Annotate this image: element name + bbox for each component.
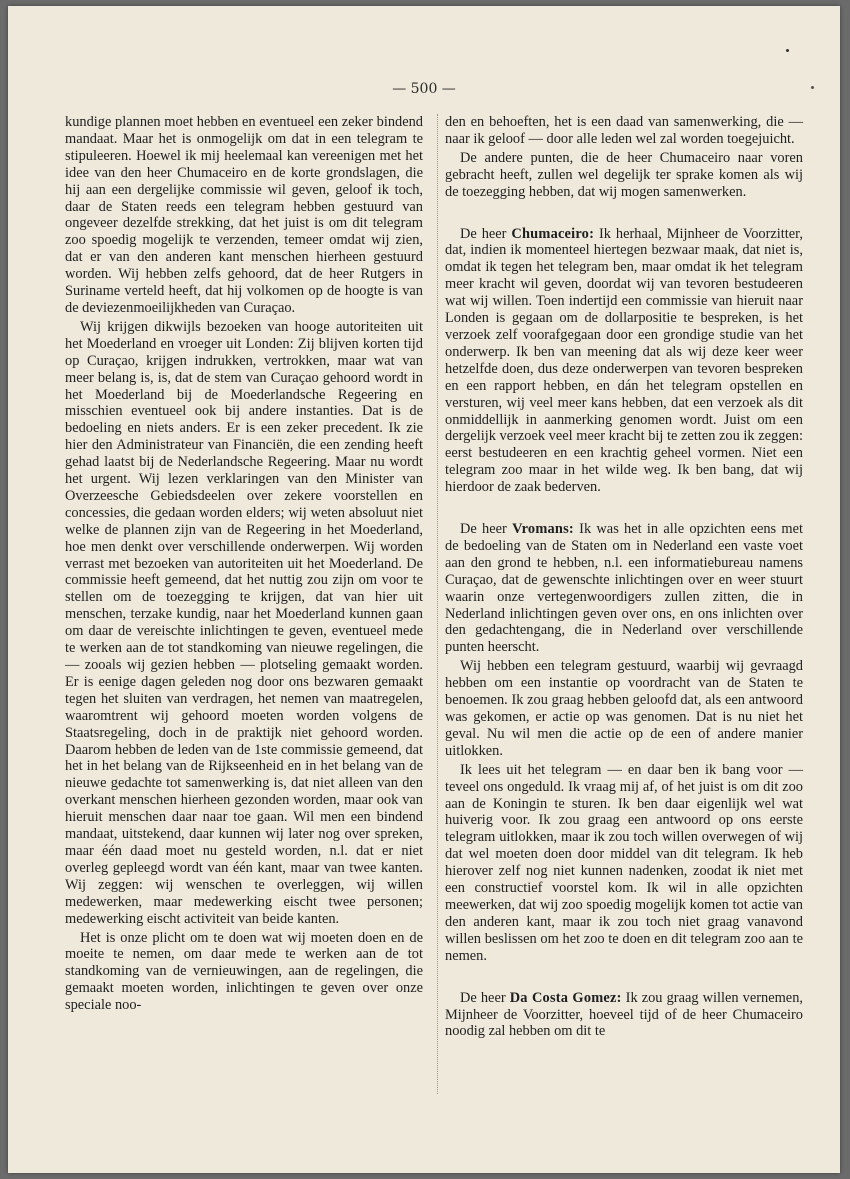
speech-chumaceiro	[445, 226, 803, 497]
document-page	[8, 6, 840, 1173]
paragraph: De andere punten, die de heer Chumaceiro naar voren gebracht heeft, zullen wel degelijk ter sprake komen als wij de toezegging hebben, dat wij mogen samenwerken.	[445, 149, 803, 200]
speech-vromans	[445, 521, 803, 656]
ink-speck	[786, 49, 789, 52]
speech-text: Ik was het in alle opzichten eens met de bedoeling van de Staten om in Nederland een vaste voet aan den grond te hebben, n.l. een informatiebureau namens Curaçao, dat de gewenschte inlichtingen over en weer stuurt waarin onze vertegenwoordigers zullen zitten, die in Nederland inlichtingen geven over ons, en ons inlichten over den gedachtengang, die in Nederland over verschillende punten heerscht.	[445, 521, 803, 656]
speech-text: Ik zou graag willen vernemen, Mijnheer de Voorzitter, hoeveel tijd of de heer Chumaceiro noodig zal hebben om dit te	[445, 989, 803, 1040]
paragraph: Wij hebben een telegram gestuurd, waarbij wij gevraagd hebben om een instantie op voordracht van de Staten te benoemen. Ik zou graag hebben geloofd dat, als een antwoord was gekomen, er actie op was genomen. Dat is nu niet het geval. Nu wil men die actie op de een of andere manier uitlokken.	[445, 658, 803, 759]
column-divider	[437, 114, 438, 1094]
paragraph: Het is onze plicht om te doen wat wij moeten doen en de moeite te nemen, om daar mede te werken aan de tot standkoming van de vernieuwingen, aan de regelingen, die gemaakt moeten worden, inlichtingen te geven over onze speciale noo-	[65, 929, 423, 1014]
left-column	[65, 114, 423, 1014]
text-columns	[65, 114, 805, 1094]
paragraph: Wij krijgen dikwijls bezoeken van hooge autoriteiten uit het Moederland en vroeger uit Londen: Zij blijven korten tijd op Curaçao, krijgen indrukken, vertrokken, maar wat van meer belang is, is, dat de stem van Curaçao gehoord wordt in het Moederland bij de Moederlandsche Regeering en misschien eventueel ook bij andere instanties. Dat is de bedoeling en niets anders. Er is een zeker precedent. Ik zie hier den Administrateur van Financiën, die een zending heeft gehad laatst bij de Nederlandsche Regeering. Maar nu wordt het urgent. Wij lezen verklaringen van den Minister van Overzeesche Gebiedsdeelen over zekere voorstellen en concessies, die gedaan worden elders; wij weten absoluut niet welke de plannen zijn van de Regeering in het Moederland, hoe men denkt over verschillende onderwerpen. Wij worden verrast met bezoeken van autoriteiten uit het Moederland. De commissie heeft gemeend, dat het nuttig zou zijn om voor te stellen om de toezegging te krijgen, dat van hier uit menschen, terzake kundig, naar het Moederland kunnen gaan om daar de vereischte inlichtingen te geven, eventueel mede te werken aan de tot standkoming van nieuwe regelingen, die — zooals wij gezien hebben — plotseling gemaakt worden. Er is eenige dagen geleden nog door ons bezwaren gemaakt tegen het sluiten van verdragen, het nemen van maatregelen, waaromtrent wij gehoord moeten worden volgens de Staatsregeling, doch in de praktijk niet gehoord worden. Daarom hebben de leden van de 1ste commissie gemeend, dat het in het belang van de Rijkseenheid en in het belang van de nieuwe gedachte tot samenwerking is, dat niet alleen van den overkant menschen hierheen gezonden worden, maar ook van hieruit menschen daar naar toe gaan. Wil men een bindend mandaat, uitstekend, daar kunnen wij later nog over spreken, maar één daad moet nu gesteld worden, n.l. dat er niet overleg gepleegd wordt van één kant, maar van twee kanten. Wij zeggen: wij wenschen te overleggen, wij willen medewerken, maar medewerking eischt twee personen; medewerking eischt activiteit van beide kanten.	[65, 318, 423, 927]
paragraph: den en behoeften, het is een daad van samenwerking, die — naar ik geloof — door alle leden wel zal worden toegejuicht.	[445, 114, 803, 147]
page-number: — 500 —	[392, 81, 456, 97]
speaker-name: Da Costa Gomez:	[509, 989, 622, 1006]
speaker-intro: De heer	[460, 225, 507, 242]
right-column	[445, 114, 803, 1040]
paragraph: Ik lees uit het telegram — en daar ben ik bang voor — teveel ons ongeduld. Ik vraag mij af, of het juist is om dit zoo aan de Koningin te sturen. Ik ben daar eigenlijk wel wat huiverig voor. Ik zou graag een antwoord op ons eerste telegram uitlokken, maar ik zou toch willen overwegen of wij dat wel moeten doen door middel van dit telegram. Ik heb hierover zelf nog niet kunnen nadenken, zoodat ik niet met een constructief voorstel kom. Ik wil in alle opzichten meewerken, dat wij zoo spoedig mogelijk komen tot actie van den anderen kant, maar ik zou toch niet graag vanavond willen beslissen om het zoo te doen en dit telegram zoo aan te nemen.	[445, 761, 803, 964]
speaker-intro: De heer	[460, 521, 507, 538]
speaker-name: Chumaceiro:	[511, 225, 595, 242]
speaker-intro: De heer	[460, 989, 506, 1006]
speech-da-costa-gomez	[445, 990, 803, 1041]
speaker-name: Vromans:	[512, 521, 574, 538]
speech-text: Ik herhaal, Mijnheer de Voorzitter, dat, indien ik momenteel hiertegen bezwaar maak, dat niet is, omdat ik tegen het telegram ben, maar omdat ik het telegram meer kracht wil geven, doordat wij van tevoren bestudeeren wat wij willen. Toen indertijd een commissie van hieruit naar Londen is gegaan om de dollarpositie te bespreken, is het verzoek zelf voorafgegaan door een grondige studie van het onderwerp. Ik ben van meening dat als wij deze keer weer hetzelfde doen, dus deze onderwerpen van tevoren bespreken en een rapport hebben, en dán het telegram opstellen en versturen, wij veel meer kans hebben, dat een verzoek als dit onmiddellijk in aanmerking genomen wordt. Juist om een dergelijk verzoek veel meer kracht bij te zetten zou ik zeggen: eerst bestudeeren en een krachtig geheel vormen. Niet een telegram zoo maar in het wilde weg. Ik ben bang, dat wij hierdoor de zaak bederven.	[445, 225, 803, 496]
paragraph: kundige plannen moet hebben en eventueel een zeker bindend mandaat. Maar het is onmogelijk om dat in een telegram te stipuleeren. Hoewel ik mij heelemaal kan vereenigen met het idee van den heer Chumaceiro en de korte grondslagen, die hij aan een dergelijke commissie wil geven, geloof ik toch, daar de Staten reeds een telegram hebben gestuurd van ongeveer dezelfde strekking, dat het juist is om dit telegram zoo spoedig mogelijk te verzenden, temeer omdat wij zien, dat er van den anderen kant menschen hierheen gestuurd worden. Wij hebben zelfs gehoord, dat de heer Rutgers in Suriname verteld heeft, dat hij volkomen op de hoogte is van de deviezenmoeilijkheden van Curaçao.	[65, 114, 423, 316]
